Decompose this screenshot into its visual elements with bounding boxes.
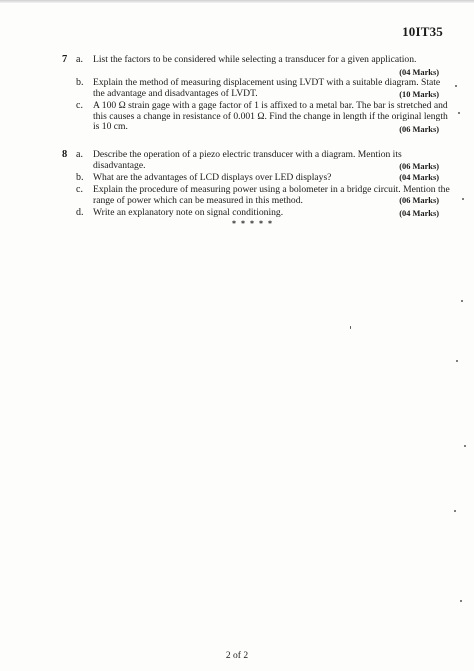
part-text-line: Describe the operation of a piezo electric transducer with a diagram. Mention its <box>93 149 402 160</box>
part-text <box>93 184 450 206</box>
marks-label: (10 Marks) <box>399 90 439 99</box>
scan-speck <box>461 300 463 302</box>
scan-speck <box>458 112 460 114</box>
marks-label: (04 Marks) <box>399 68 439 77</box>
scan-speck <box>455 85 457 87</box>
part-letter: d. <box>76 207 84 218</box>
question-number: 8 <box>62 149 68 160</box>
part-text <box>93 100 448 133</box>
part-text <box>93 208 439 219</box>
part-text-line: List the factors to be considered while selecting a transducer for a given application. <box>93 54 417 65</box>
part-text-line: this causes a change in resistance of 0.001 Ω. Find the change in length if the original length <box>93 110 448 122</box>
scan-top-edge <box>0 0 474 3</box>
part-text-line: range of power which can be measured in this method. <box>93 194 303 206</box>
part-text <box>93 173 439 184</box>
part-text <box>93 150 439 171</box>
part-letter: c. <box>76 100 83 111</box>
part-text-line: disadvantage. <box>93 159 146 171</box>
part-letter: b. <box>76 172 84 183</box>
part-text-line: the advantage and disadvantages of LVDT. <box>93 87 258 99</box>
part-text <box>93 78 439 99</box>
marks-label: (04 Marks) <box>399 173 439 182</box>
part-text-line: Write an explanatory note on signal conditioning. <box>93 207 284 218</box>
marks-label: (06 Marks) <box>399 162 439 171</box>
marks-label: (06 Marks) <box>399 196 439 205</box>
part-text <box>93 55 439 66</box>
part-text-line: is 10 cm. <box>93 121 128 133</box>
marks-label: (06 Marks) <box>399 125 439 134</box>
subject-code: 10IT35 <box>402 24 443 39</box>
scan-speck <box>454 510 456 512</box>
scan-speck <box>456 360 458 362</box>
question-number: 7 <box>62 54 68 65</box>
scan-speck <box>350 326 351 329</box>
part-letter: a. <box>76 54 83 65</box>
scan-speck <box>462 198 464 200</box>
page-number: 2 of 2 <box>225 651 249 661</box>
part-text-line: Explain the method of measuring displacement using LVDT with a suitable diagram. State <box>93 77 441 88</box>
part-text-line: A 100 Ω strain gage with a gage factor of 1 is affixed to a metal bar. The bar is stretched and <box>93 100 448 111</box>
scan-speck <box>460 600 462 602</box>
marks-label: (04 Marks) <box>399 209 439 218</box>
part-text-line: Explain the procedure of measuring power using a bolometer in a bridge circuit. Mention the <box>93 184 450 195</box>
part-letter: b. <box>76 77 84 88</box>
part-letter: a. <box>76 149 83 160</box>
part-text-line: What are the advantages of LCD displays over LED displays? <box>93 172 332 183</box>
part-letter: c. <box>76 184 83 195</box>
scan-speck <box>464 445 466 447</box>
end-of-paper-marker: * * * * * <box>232 219 274 228</box>
